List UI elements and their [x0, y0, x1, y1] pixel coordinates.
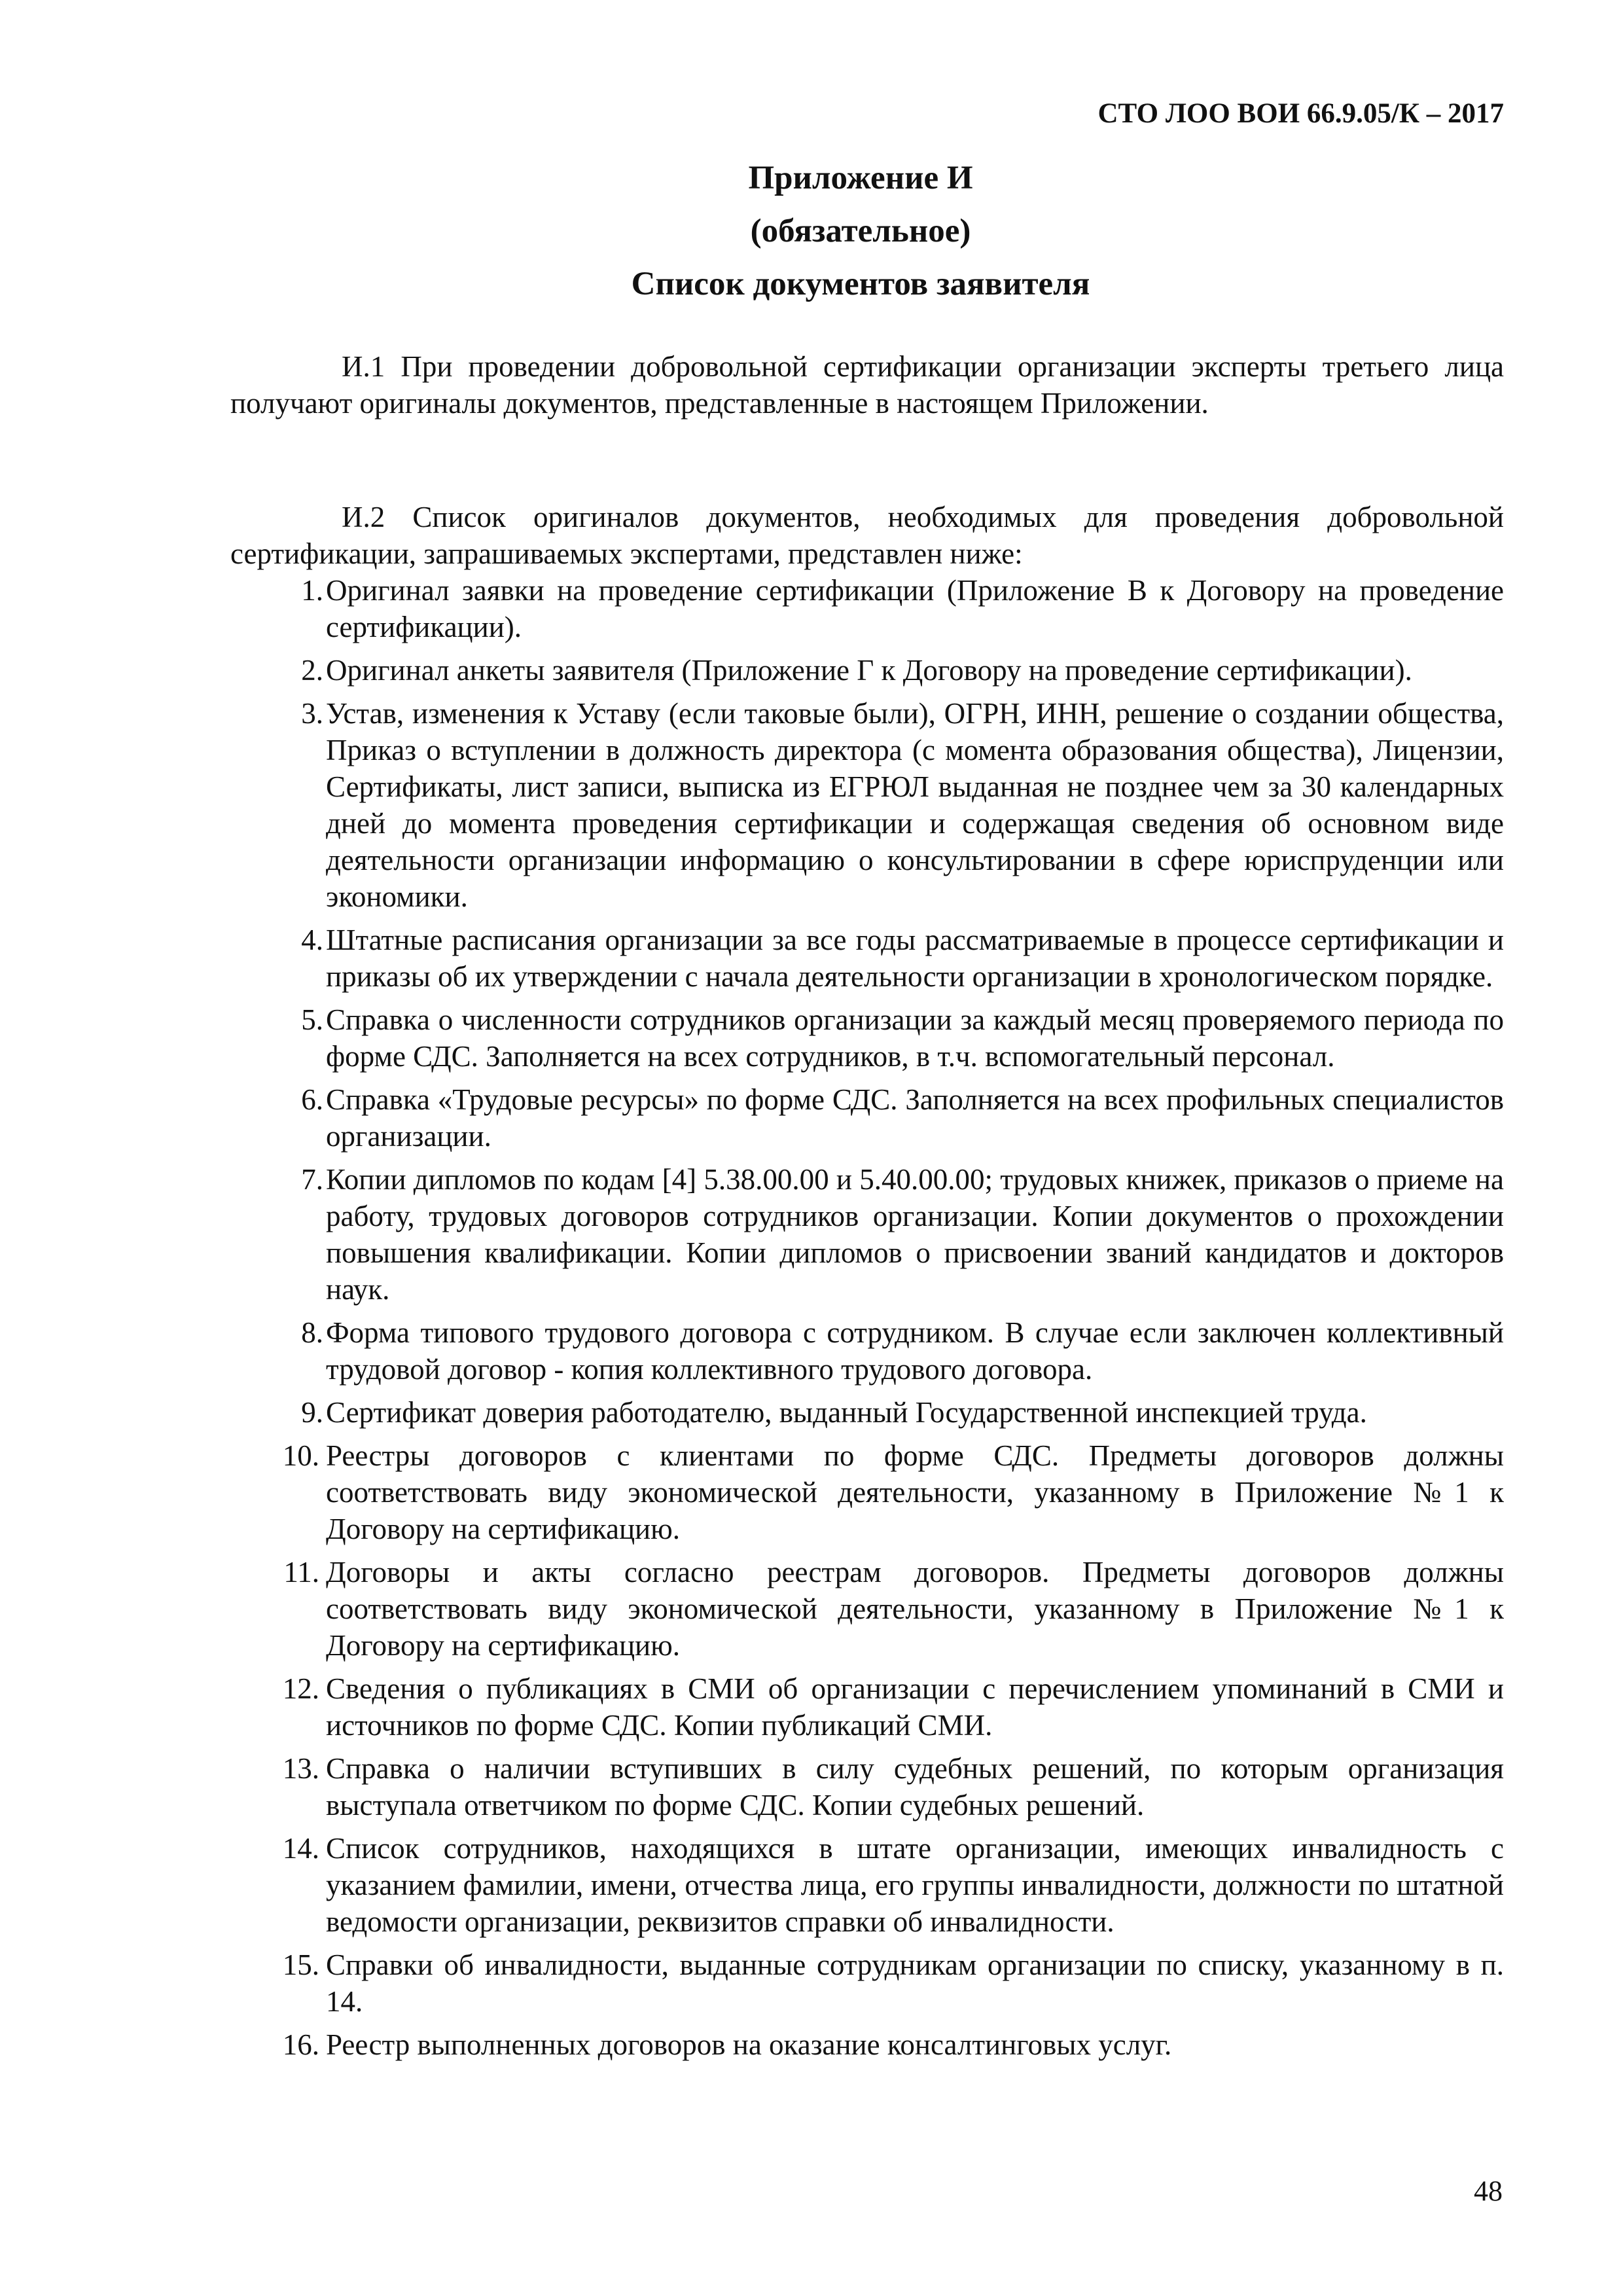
- list-item-text: Справки об инвалидности, выданные сотрудникам организации по списку, указанному в п. 14.: [326, 1948, 1504, 2018]
- list-item-text: Реестры договоров с клиентами по форме СДС. Предметы договоров должны соответствовать виду экономической деятельности, указанному в Приложение №1 к Договору на сертификацию.: [326, 1439, 1504, 1545]
- document-code: СТО ЛОО ВОИ 66.9.05/К – 2017: [1097, 98, 1504, 129]
- list-item: [230, 695, 1504, 915]
- list-item-text: Реестр выполненных договоров на оказание консалтинговых услуг.: [326, 2028, 1172, 2061]
- list-item: [230, 1437, 1504, 1547]
- documents-list: [230, 572, 1504, 2063]
- list-item-number: 1.: [301, 574, 323, 607]
- list-item: [230, 1830, 1504, 1940]
- list-item-text: Копии дипломов по кодам [4] 5.38.00.00 и 5.40.00.00; трудовых книжек, приказов о приеме на работу, трудовых договоров сотрудников организации. Копии документов о прохождении повышения квалификации. Копии дипломов о присвоении званий кандидатов и докторов наук.: [326, 1163, 1504, 1306]
- document-body: [230, 348, 1504, 2063]
- paragraph-i2: И.2 Список оригиналов документов, необходимых для проведения добровольной сертификации, запрашиваемых экспертами, представлен ниже:: [230, 501, 1504, 570]
- list-item: [230, 1394, 1504, 1431]
- list-item-text: Устав, изменения к Уставу (если таковые были), ОГРН, ИНН, решение о создании общества, Приказ о вступлении в должность директора (с момента образования общества), Лицензии, Сертификаты, лист записи, выписка из ЕГРЮЛ выданная не позднее чем за 30 календарных дней до момента проведения сертификации и содержащая сведения об основном виде деятельности организации информацию о консультировании в сфере юриспруденции или экономики.: [326, 697, 1504, 913]
- list-item-number: 16.: [282, 2028, 319, 2061]
- list-item: [230, 922, 1504, 995]
- list-item-text: Справка о численности сотрудников организации за каждый месяц проверяемого периода по форме СДС. Заполняется на всех сотрудников, в т.ч. вспомогательный персонал.: [326, 1003, 1504, 1073]
- list-item-number: 12.: [282, 1672, 319, 1705]
- list-item-text: Сертификат доверия работодателю, выданный Государственной инспекцией труда.: [326, 1396, 1367, 1429]
- list-item: [230, 1314, 1504, 1388]
- list-item: [230, 1081, 1504, 1155]
- appendix-subject: Список документов заявителя: [631, 266, 1090, 302]
- list-item-number: 15.: [282, 1948, 319, 1981]
- appendix-title: Приложение И: [748, 160, 973, 196]
- list-item-number: 13.: [282, 1752, 319, 1785]
- list-item-number: 6.: [301, 1083, 323, 1116]
- list-item: [230, 1161, 1504, 1308]
- list-item-text: Справка о наличии вступивших в силу судебных решений, по которым организация выступала ответчиком по форме СДС. Копии судебных решений.: [326, 1752, 1504, 1821]
- list-item-text: Договоры и акты согласно реестрам договоров. Предметы договоров должны соответствовать виду экономической деятельности, указанному в Приложение №1 к Договору на сертификацию.: [326, 1556, 1504, 1662]
- list-item: [230, 652, 1504, 689]
- list-item-number: 7.: [301, 1163, 323, 1196]
- list-item: [230, 2026, 1504, 2063]
- list-item-number: 4.: [301, 924, 323, 956]
- list-item: [230, 1554, 1504, 1664]
- list-item-number: 5.: [301, 1003, 323, 1036]
- list-item: [230, 1670, 1504, 1744]
- appendix-status: (обязательное): [750, 213, 971, 249]
- list-item-number: 11.: [283, 1556, 319, 1588]
- list-item-number: 2.: [301, 654, 323, 687]
- page-number: 48: [1474, 2175, 1503, 2207]
- list-item-text: Штатные расписания организации за все годы рассматриваемые в процессе сертификации и приказы об их утверждении с начала деятельности организации в хронологическом порядке.: [326, 924, 1504, 993]
- paragraph-i1: И.1 При проведении добровольной сертификации организации эксперты третьего лица получают оригиналы документов, представленные в настоящем Приложении.: [230, 350, 1504, 420]
- list-item-number: 10.: [282, 1439, 319, 1472]
- list-item: [230, 1946, 1504, 2020]
- list-item-number: 9.: [301, 1396, 323, 1429]
- list-item-number: 3.: [301, 697, 323, 730]
- list-item-text: Форма типового трудового договора с сотрудником. В случае если заключен коллективный трудовой договор - копия коллективного трудового договора.: [326, 1316, 1504, 1386]
- list-item-text: Оригинал заявки на проведение сертификации (Приложение В к Договору на проведение сертификации).: [326, 574, 1504, 643]
- list-item-number: 14.: [282, 1832, 319, 1865]
- list-item-text: Оригинал анкеты заявителя (Приложение Г к Договору на проведение сертификации).: [326, 654, 1412, 687]
- list-item: [230, 572, 1504, 645]
- list-item-text: Справка «Трудовые ресурсы» по форме СДС. Заполняется на всех профильных специалистов организации.: [326, 1083, 1504, 1153]
- list-item: [230, 1001, 1504, 1075]
- list-item-text: Список сотрудников, находящихся в штате организации, имеющих инвалидность с указанием фамилии, имени, отчества лица, его группы инвалидности, должности по штатной ведомости организации, реквизитов справки об инвалидности.: [326, 1832, 1504, 1938]
- list-item-number: 8.: [301, 1316, 323, 1349]
- list-item: [230, 1750, 1504, 1823]
- appendix-heading: [0, 152, 1623, 311]
- list-item-text: Сведения о публикациях в СМИ об организации с перечислением упоминаний в СМИ и источников по форме СДС. Копии публикаций СМИ.: [326, 1672, 1504, 1742]
